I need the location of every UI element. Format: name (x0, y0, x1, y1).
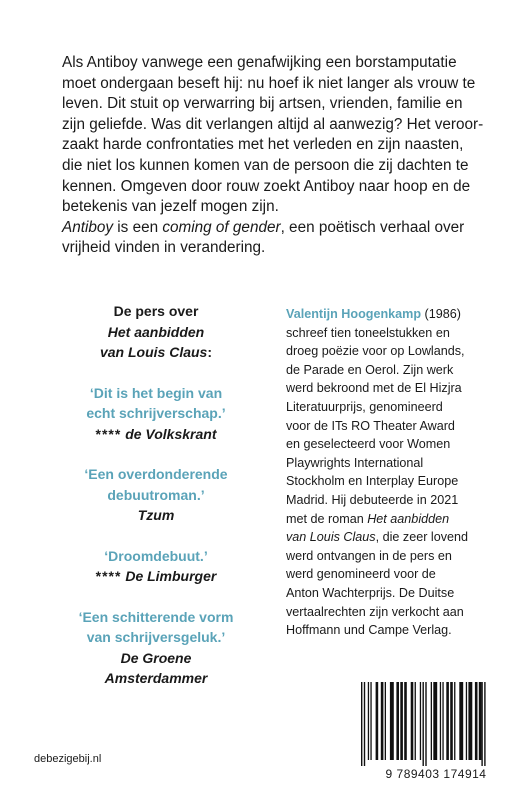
quote-source-name: de Volkskrant (125, 425, 217, 442)
blurb-line: kennen. Omgeven door rouw zoekt Antiboy naar hoop en de (62, 177, 471, 195)
quote-text: ‘Een schitterende vorm (78, 608, 234, 625)
quote-source-name: De Limburger (125, 568, 217, 584)
bio-book-title: Het aanbidden (367, 511, 450, 526)
quote-source (60, 424, 252, 445)
rating-stars: **** (95, 425, 122, 442)
barcode-bar (468, 682, 472, 760)
press-quote (60, 383, 252, 445)
barcode-bar (466, 682, 467, 760)
press-quote (60, 607, 252, 689)
blurb-line: zaakt harde confrontaties met het verleden en zijn naasten, (62, 136, 464, 154)
quote-text: echt schrijverschap.’ (86, 405, 226, 421)
barcode-bar (411, 682, 414, 760)
barcode-bar (450, 682, 453, 760)
barcode-bar (425, 682, 426, 766)
barcode-bar (454, 682, 455, 760)
quote-text: ‘Dit is het begin van (89, 384, 223, 401)
quote-text: ‘Droomdebuut.’ (104, 547, 208, 564)
blurb-line: die niet los kunnen komen van de persoon die zij dachten te (62, 156, 469, 174)
bio-line: schreef tien toneelstukken en (286, 325, 450, 340)
blurb-line: moet ondergaan beseft hij: nu hoef ik niet langer als vrouw te (62, 74, 476, 92)
publisher-website: debezigebij.nl (34, 753, 102, 765)
blurb-line: betekenis van jezelf mogen zijn. (62, 198, 279, 216)
quote-text: debuutroman.’ (107, 486, 205, 503)
bio-line (286, 510, 501, 529)
barcode-bar (420, 682, 421, 760)
quote-source-name: Amsterdammer (104, 670, 208, 686)
press-heading-text: De pers over (113, 303, 199, 319)
author-birth-year: (1986) (421, 307, 461, 321)
bio-line: werd ontvangen in de pers en (286, 548, 452, 563)
bio-first-line (286, 305, 501, 324)
bio-line: werd genomineerd voor de (286, 567, 436, 582)
bio-line: Stockholm en Interplay Europe (286, 474, 459, 489)
blurb-line: vrijheid vinden in verandering. (62, 239, 266, 257)
barcode-bar (385, 682, 386, 760)
blurb-paragraph (62, 53, 482, 259)
barcode-bar (400, 682, 403, 760)
press-heading-colon: : (207, 344, 213, 360)
barcode-bar (440, 682, 441, 760)
barcode-bar (433, 682, 437, 760)
isbn-barcode (357, 682, 507, 770)
barcode-bar (446, 682, 449, 760)
blurb-text: , een poëtisch verhaal over (280, 218, 465, 236)
bio-line: Madrid. Hij debuteerde in 2021 (286, 492, 459, 507)
bio-line: Literatuurprijs, genomineerd (286, 399, 443, 414)
rating-stars: **** (95, 568, 122, 584)
barcode-bar (376, 682, 379, 760)
isbn-number: 9 789403 174914 (385, 767, 487, 781)
bio-line: Anton Wachterprijs. De Duitse (286, 585, 455, 600)
barcode-bar (368, 682, 369, 760)
barcode-bar (442, 682, 443, 760)
bio-line: werd bekroond met de El Hizjra (286, 381, 462, 396)
blurb-line: Als Antiboy vanwege een genafwijking een borstamputatie (62, 54, 457, 71)
blurb-line: leven. Dit stuit op verwarring bij artsen, vrienden, familie en (62, 95, 463, 113)
bio-line: de Parade en Oerol. Zijn werk (286, 362, 454, 377)
quote-source (60, 648, 252, 669)
barcode-graphic (357, 682, 507, 766)
barcode-bar (404, 682, 407, 760)
press-quote (60, 464, 252, 526)
barcode-bar (479, 682, 482, 760)
barcode-bar (423, 682, 424, 766)
barcode-bar (475, 682, 478, 760)
bio-line: droeg poëzie voor op Lowlands, (286, 344, 465, 359)
press-quote (60, 546, 252, 587)
quote-text: van schrijversgeluk.’ (86, 629, 226, 645)
press-heading (60, 301, 252, 363)
bio-line: vertaalrechten zijn verkocht aan (286, 604, 464, 619)
quote-source (60, 566, 252, 587)
quote-source (60, 668, 252, 689)
quote-source-name: Tzum (137, 507, 175, 523)
back-cover-blurb (62, 53, 482, 259)
quote-text: ‘Een overdonderende (84, 466, 228, 482)
blurb-closing-line (62, 218, 482, 239)
blurb-text: is een (113, 218, 163, 236)
bio-line: Hoffmann und Campe Verlag. (286, 623, 452, 638)
author-bio (286, 305, 501, 640)
bio-line (286, 528, 501, 547)
press-heading-book-title: Het aanbidden (107, 323, 205, 340)
barcode-bar (364, 682, 365, 766)
author-name: Valentijn Hoogenkamp (286, 307, 422, 321)
barcode-bar (390, 682, 394, 760)
bio-text: , die zeer lovend (375, 530, 469, 545)
genre-phrase: coming of gender (162, 218, 281, 236)
book-title-antiboy: Antiboy (62, 218, 114, 236)
barcode-bar (415, 682, 416, 760)
barcode-bar (381, 682, 384, 760)
bio-line: voor de ITs RO Theater Award (286, 418, 455, 433)
barcode-bar (361, 682, 362, 766)
barcode-bar (481, 682, 482, 766)
barcode-bar (370, 682, 371, 760)
barcode-bar (396, 682, 399, 760)
bio-line: en geselecteerd voor Women (286, 437, 451, 452)
press-heading-book-title-line2 (60, 342, 252, 363)
barcode-bar (484, 682, 485, 766)
quote-source (60, 505, 252, 526)
press-quotes (60, 301, 252, 689)
quote-source-name: De Groene (120, 649, 192, 666)
barcode-bar (459, 682, 463, 760)
barcode-bar (431, 682, 432, 760)
bio-text: met de roman (286, 511, 364, 526)
blurb-line: zijn geliefde. Was dit verlangen altijd al aanwezig? Het veroor- (62, 115, 484, 133)
bio-book-title: van Louis Claus (286, 530, 376, 545)
press-heading-book-title: van Louis Claus (99, 344, 208, 360)
bio-line: Playwrights International (286, 455, 424, 470)
